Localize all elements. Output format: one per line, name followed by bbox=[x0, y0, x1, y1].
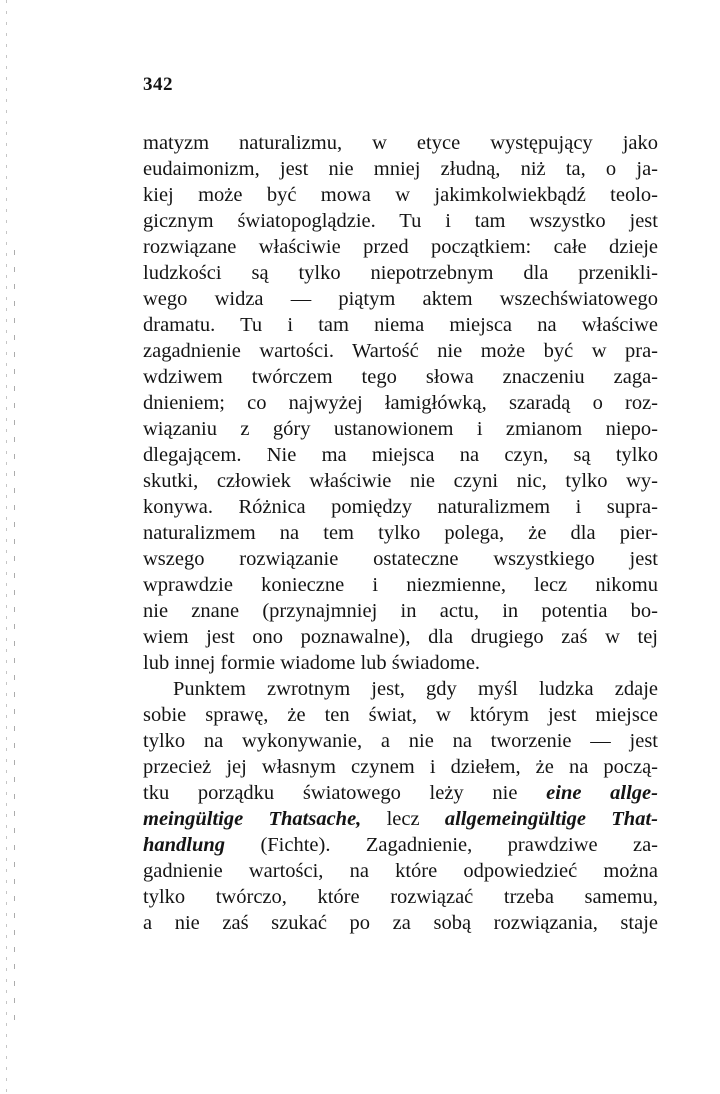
text-line: konywa. Różnica pomiędzy naturalizmem i supra- bbox=[143, 496, 658, 518]
text-line: wdziwem twórczem tego słowa znaczeniu zaga- bbox=[143, 366, 658, 388]
text-line: przecież jej własnym czynem i dziełem, że na począ- bbox=[143, 756, 658, 778]
text-line: zagadnienie wartości. Wartość nie może być w pra- bbox=[143, 340, 658, 362]
text-segment: lecz bbox=[361, 808, 445, 830]
italic-phrase: eine allge- bbox=[546, 782, 658, 804]
scan-gutter-marks bbox=[14, 250, 15, 1030]
italic-phrase: meingültige Thatsache, bbox=[143, 808, 362, 830]
text-line: wiem jest ono poznawalne), dla drugiego zaś w tej bbox=[143, 626, 658, 648]
text-line: rozwiązane właściwie przed początkiem: całe dzieje bbox=[143, 236, 658, 258]
text-line: tylko twórczo, które rozwiązać trzeba samemu, bbox=[143, 886, 658, 908]
page-number: 342 bbox=[143, 74, 173, 95]
text-line: lub innej formie wiadome lub świadome. bbox=[143, 652, 481, 674]
text-line: naturalizmem na tem tylko polega, że dla pier- bbox=[143, 522, 658, 544]
text-line: matyzm naturalizmu, w etyce występujący jako bbox=[143, 132, 658, 154]
text-line: dlegającem. Nie ma miejsca na czyn, są tylko bbox=[143, 444, 658, 466]
italic-phrase: handlung bbox=[143, 834, 226, 856]
text-line: nie znane (przynajmniej in actu, in potentia bo- bbox=[143, 600, 658, 622]
text-line bbox=[143, 806, 658, 832]
text-line: wszego rozwiązanie ostateczne wszystkiego jest bbox=[143, 548, 658, 570]
text-line: sobie sprawę, że ten świat, w którym jest miejsce bbox=[143, 704, 658, 726]
text-line: dnieniem; co najwyżej łamigłówką, szaradą o roz- bbox=[143, 392, 658, 414]
body-text bbox=[143, 130, 658, 936]
text-line: eudaimonizm, jest nie mniej złudną, niż ta, o ja- bbox=[143, 158, 658, 180]
text-line: skutki, człowiek właściwie nie czyni nic, tylko wy- bbox=[143, 470, 658, 492]
text-line: gadnienie wartości, na które odpowiedzieć można bbox=[143, 860, 658, 882]
text-line: wiązaniu z góry ustanowionem i zmianom niepo- bbox=[143, 418, 658, 440]
text-line: ludzkości są tylko niepotrzebnym dla przenikli- bbox=[143, 262, 658, 284]
text-segment: (Fichte). Zagadnienie, prawdziwe za- bbox=[225, 834, 658, 856]
text-line bbox=[143, 780, 658, 806]
italic-phrase: allgemeingültige That- bbox=[444, 808, 658, 830]
text-segment: tku porządku światowego leży nie bbox=[143, 782, 547, 804]
scan-gutter-left bbox=[0, 0, 24, 1094]
text-line: gicznym światopoglądzie. Tu i tam wszystko jest bbox=[143, 210, 658, 232]
text-line: wprawdzie konieczne i niezmienne, lecz nikomu bbox=[143, 574, 658, 596]
text-line: wego widza — piątym aktem wszechświatowego bbox=[143, 288, 658, 310]
text-line bbox=[143, 832, 658, 858]
text-line: dramatu. Tu i tam niema miejsca na właściwe bbox=[143, 314, 658, 336]
text-line: a nie zaś szukać po za sobą rozwiązania, staje bbox=[143, 912, 658, 934]
text-line: tylko na wykonywanie, a nie na tworzenie — jest bbox=[143, 730, 658, 752]
text-line: kiej może być mowa w jakimkolwiekbądź teolo- bbox=[143, 184, 658, 206]
text-line: Punktem zwrotnym jest, gdy myśl ludzka zdaje bbox=[173, 678, 658, 700]
